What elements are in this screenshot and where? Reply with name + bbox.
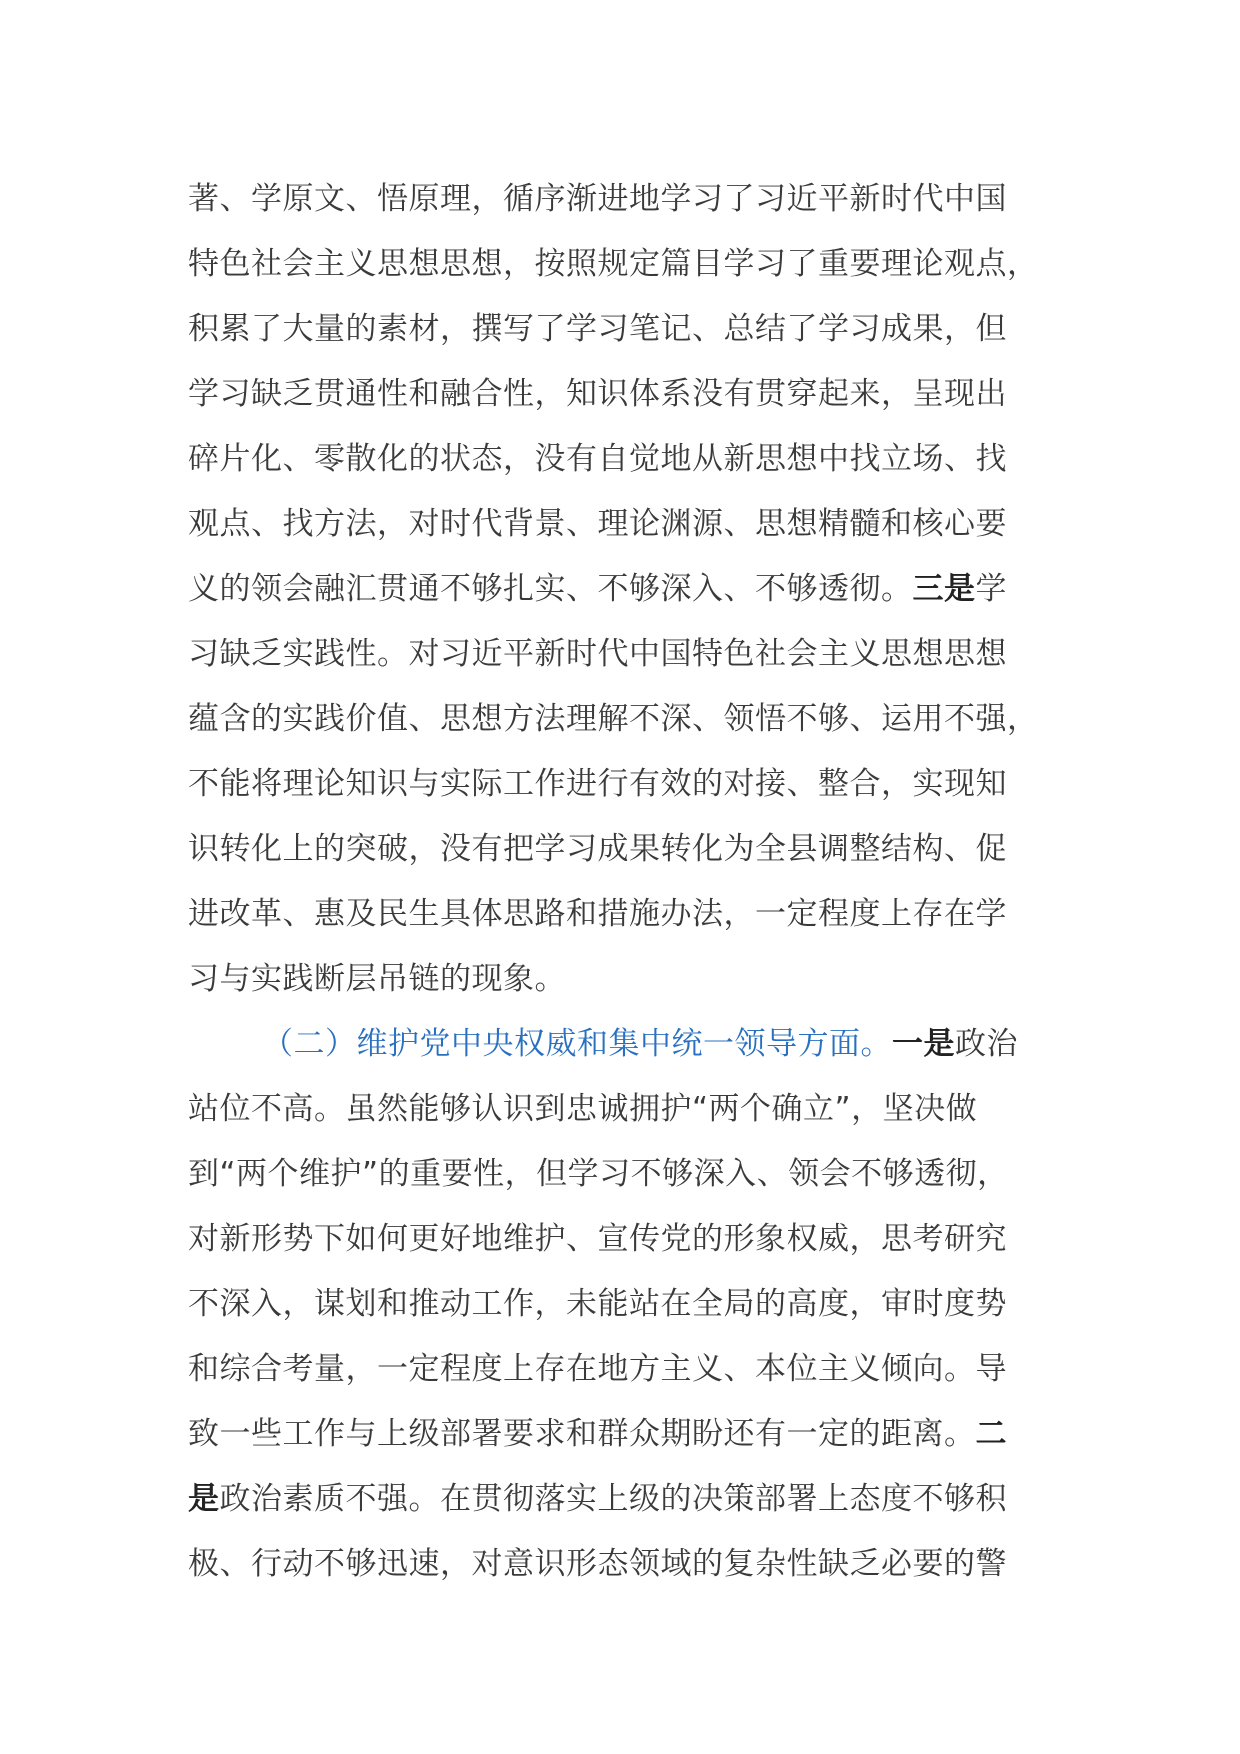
text-line bbox=[188, 297, 1068, 362]
text-segment: 不能将理论知识与实际工作进行有效的对接、整合，实现知 bbox=[188, 766, 1007, 802]
text-segment: 进改革、惠及民生具体思路和措施办法，一定程度上存在学 bbox=[188, 896, 1007, 932]
text-line bbox=[188, 947, 1068, 1012]
bold-marker: 二 bbox=[975, 1416, 1007, 1452]
bold-marker: 是 bbox=[188, 1481, 220, 1517]
text-line bbox=[188, 622, 1068, 687]
text-line bbox=[188, 817, 1068, 882]
text-segment: 政治 bbox=[955, 1026, 1018, 1062]
text-segment: 积累了大量的素材，撰写了学习笔记、总结了学习成果，但 bbox=[188, 311, 1007, 347]
text-line bbox=[188, 1467, 1068, 1532]
text-segment: 蕴含的实践价值、思想方法理解不深、领悟不够、运用不强， bbox=[188, 701, 1039, 737]
section-heading: （二）维护党中央权威和集中统一领导方面。 bbox=[262, 1026, 892, 1062]
text-segment: 和综合考量，一定程度上存在地方主义、本位主义倾向。导 bbox=[188, 1351, 1007, 1387]
text-segment: 习与实践断层吊链的现象。 bbox=[188, 961, 566, 997]
text-line bbox=[188, 1402, 1068, 1467]
text-segment: 到“两个维护”的重要性，但学习不够深入、领会不够透彻， bbox=[188, 1156, 1009, 1192]
text-segment: 著、学原文、悟原理，循序渐进地学习了习近平新时代中国 bbox=[188, 181, 1007, 217]
text-line bbox=[188, 1077, 1068, 1142]
text-segment: 致一些工作与上级部署要求和群众期盼还有一定的距离。 bbox=[188, 1416, 976, 1452]
bold-marker: 一是 bbox=[892, 1026, 955, 1062]
text-segment: 极、行动不够迅速，对意识形态领域的复杂性缺乏必要的警 bbox=[188, 1546, 1007, 1582]
text-segment: 政治素质不强。在贯彻落实上级的决策部署上态度不够积 bbox=[219, 1481, 1007, 1517]
text-segment: 不深入，谋划和推动工作，未能站在全局的高度，审时度势 bbox=[188, 1286, 1007, 1322]
text-segment: 学 bbox=[975, 571, 1007, 607]
text-line bbox=[188, 882, 1068, 947]
text-line bbox=[188, 1142, 1068, 1207]
text-segment: 学习缺乏贯通性和融合性，知识体系没有贯穿起来，呈现出 bbox=[188, 376, 1007, 412]
text-line bbox=[188, 427, 1068, 492]
text-segment: 碎片化、零散化的状态，没有自觉地从新思想中找立场、找 bbox=[188, 441, 1007, 477]
bold-marker: 三是 bbox=[912, 571, 976, 607]
text-line bbox=[188, 1532, 1068, 1597]
text-segment: 习缺乏实践性。对习近平新时代中国特色社会主义思想思想 bbox=[188, 636, 1007, 672]
text-line bbox=[188, 492, 1068, 557]
text-line bbox=[188, 1207, 1068, 1272]
text-line bbox=[188, 1337, 1068, 1402]
text-line bbox=[188, 232, 1068, 297]
text-segment: 义的领会融汇贯通不够扎实、不够深入、不够透彻。 bbox=[188, 571, 913, 607]
text-line bbox=[188, 362, 1068, 427]
text-segment: 观点、找方法，对时代背景、理论渊源、思想精髓和核心要 bbox=[188, 506, 1007, 542]
text-line bbox=[188, 167, 1068, 232]
text-segment: 站位不高。虽然能够认识到忠诚拥护“两个确立”，坚决做 bbox=[188, 1091, 978, 1127]
text-line bbox=[188, 752, 1068, 817]
text-segment: 识转化上的突破，没有把学习成果转化为全县调整结构、促 bbox=[188, 831, 1007, 867]
text-line bbox=[188, 557, 1068, 622]
text-line bbox=[188, 687, 1068, 752]
text-line bbox=[188, 1272, 1068, 1337]
text-segment: 特色社会主义思想思想，按照规定篇目学习了重要理论观点， bbox=[188, 246, 1039, 282]
text-line bbox=[188, 1012, 1068, 1077]
text-segment: 对新形势下如何更好地维护、宣传党的形象权威，思考研究 bbox=[188, 1221, 1007, 1257]
document-body bbox=[188, 167, 1068, 1597]
